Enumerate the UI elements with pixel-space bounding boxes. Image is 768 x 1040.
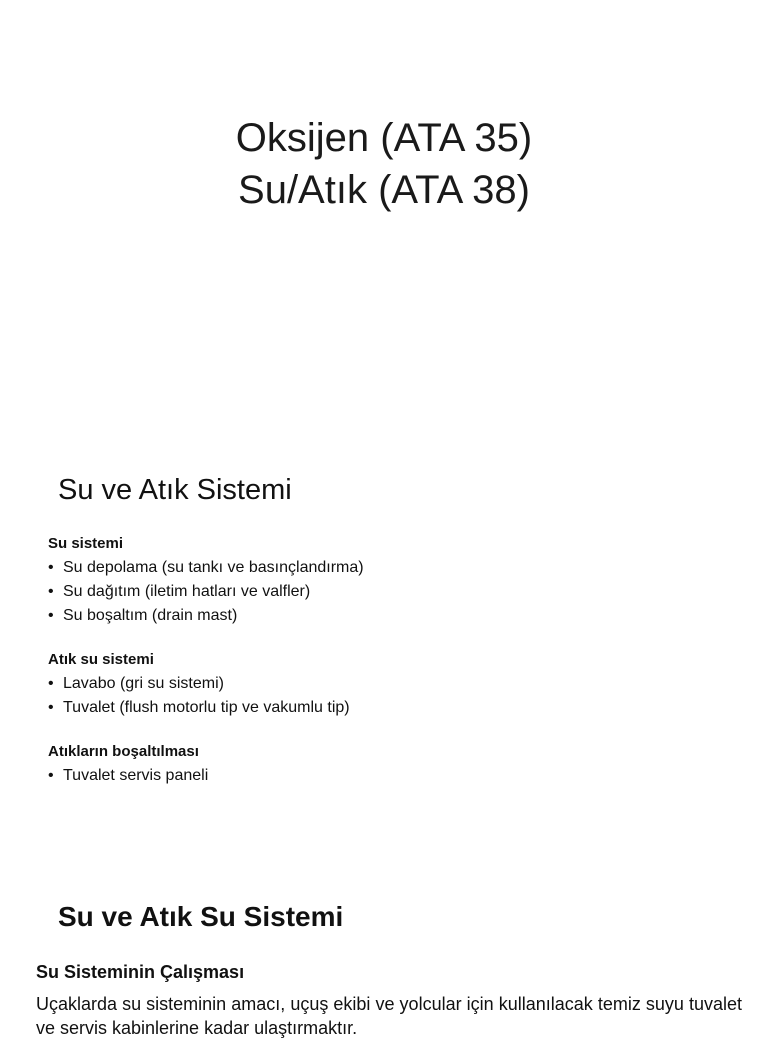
group-waste-disposal (48, 740, 728, 788)
group-waste-water-system (48, 648, 728, 720)
slide-title (0, 0, 768, 432)
title-line-1: Oksijen (ATA 35) (235, 116, 533, 160)
bullet-item: • Lavabo (gri su sistemi) (48, 672, 728, 696)
bullet-item: • Su boşaltım (drain mast) (48, 604, 728, 628)
group-title: Atık su sistemi (48, 651, 154, 668)
bullet-list (48, 764, 728, 788)
slide-water-wastewater-system (0, 864, 768, 1038)
bullet-item: • Su depolama (su tankı ve basınçlandırma) (48, 556, 728, 580)
slide-body (48, 532, 728, 808)
bullet-list (48, 672, 728, 720)
bullet-item: • Tuvalet servis paneli (48, 764, 728, 788)
bullet-item: • Tuvalet (flush motorlu tip ve vakumlu tip) (48, 696, 728, 720)
slide-heading: Su ve Atık Su Sistemi (58, 901, 344, 932)
slide-heading: Su ve Atık Sistemi (58, 474, 292, 506)
slide-water-waste-system (0, 432, 768, 864)
slide-title-text (0, 112, 768, 216)
group-title: Atıkların boşaltılması (48, 743, 199, 760)
group-water-system (48, 532, 728, 628)
group-title: Su sistemi (48, 535, 124, 552)
title-line-2: Su/Atık (ATA 38) (238, 168, 530, 212)
section-subheading: Su Sisteminin Çalışması (36, 962, 245, 982)
body-paragraph: Uçaklarda su sisteminin amacı, uçuş ekibi ve yolcular için kullanılacak temiz suyu tuvalet ve servis kabinlerine kadar ulaştırmaktır. (36, 994, 742, 1038)
bullet-list (48, 556, 728, 628)
bullet-item: • Su dağıtım (iletim hatları ve valfler) (48, 580, 728, 604)
